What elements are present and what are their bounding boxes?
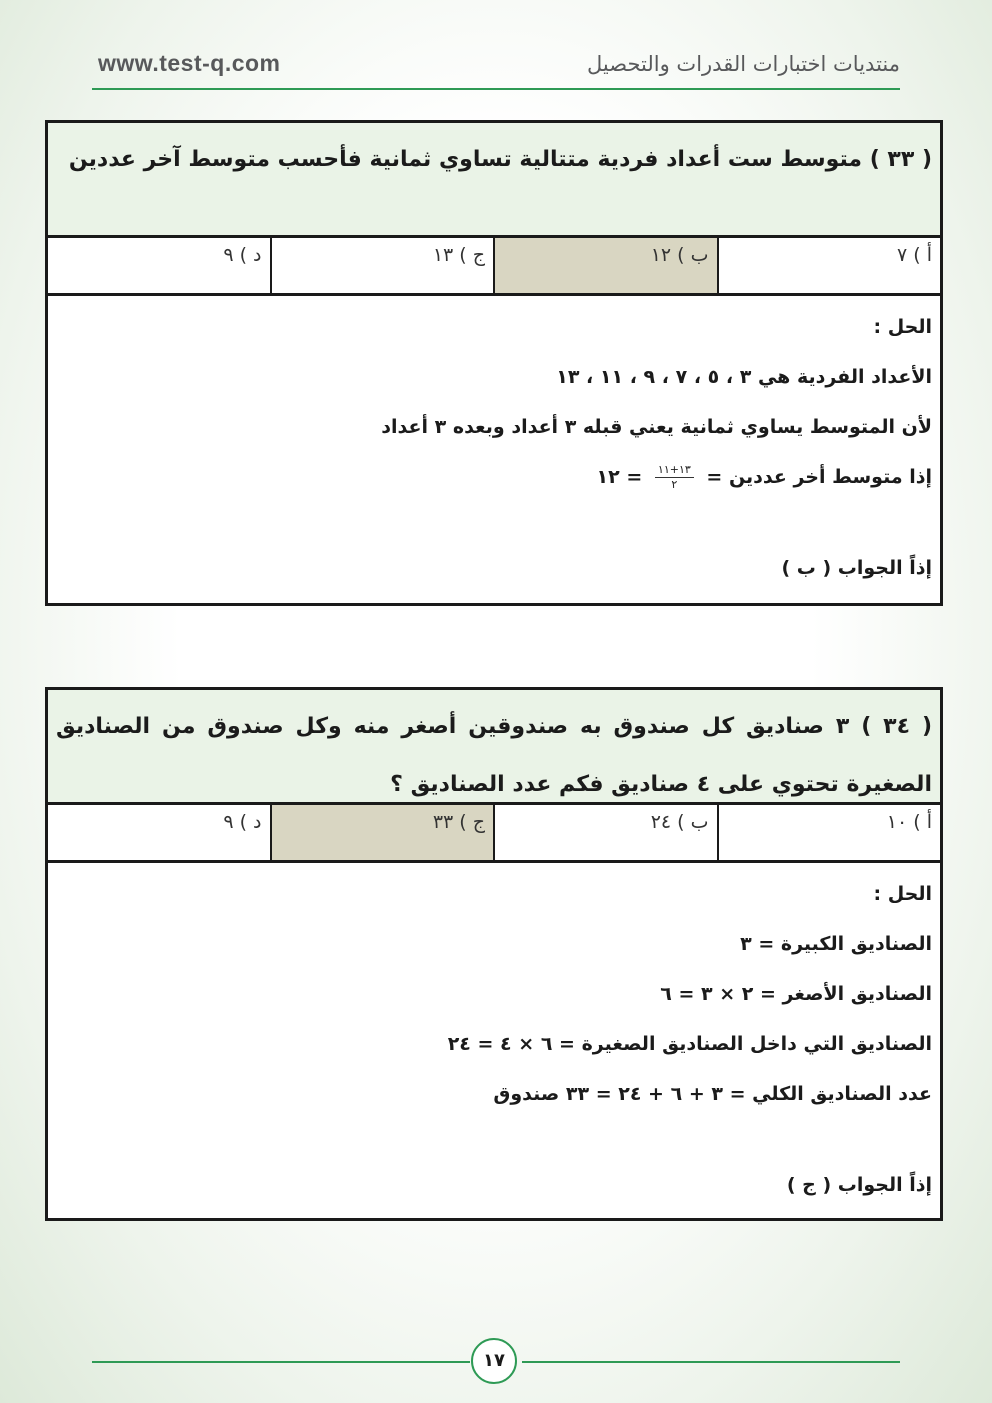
spacer	[56, 512, 932, 557]
option-a[interactable]: أ ) ٧	[717, 238, 941, 293]
solution	[48, 296, 940, 579]
solution-line: الأعداد الفردية هي ٣ ، ٥ ، ٧ ، ٩ ، ١١ ، ١٣	[556, 366, 932, 388]
option-c[interactable]: ج ) ١٣	[270, 238, 494, 293]
question-34-box	[45, 687, 943, 1221]
question-text: ( ٣٣ ) متوسط ست أعداد فردية متتالية تساوي ثمانية فأحسب متوسط آخر عددين	[68, 147, 932, 172]
solution-line: الصناديق الأصغر = ٢ × ٣ = ٦	[660, 983, 932, 1005]
fraction	[655, 463, 694, 492]
page-number: ١٧	[471, 1338, 517, 1384]
final-answer: إذاً الجواب ( ب )	[781, 557, 932, 579]
solution-line: الصناديق الكبيرة = ٣	[740, 933, 932, 955]
header-title: منتديات اختبارات القدرات والتحصيل	[587, 52, 900, 76]
header-divider	[92, 88, 900, 90]
solution-label: الحل :	[873, 883, 932, 905]
solution	[48, 863, 940, 1196]
site-url: www.test-q.com	[98, 50, 281, 76]
footer-divider-left	[92, 1361, 470, 1363]
solution-line: عدد الصناديق الكلي = ٣ + ٦ + ٢٤ = ٣٣ صندوق	[493, 1083, 932, 1105]
solution-average-line	[56, 462, 932, 512]
fraction-numerator: ١٣+١١	[655, 463, 694, 478]
question-text: ( ٣٤ ) ٣ صناديق كل صندوق به صندوقين أصغر منه وكل صندوق من الصناديق الصغيرة تحتوي على ٤ صناديق فكم عدد الصناديق ؟	[56, 714, 933, 797]
option-b[interactable]: ب ) ١٢	[493, 238, 717, 293]
footer-divider-right	[522, 1361, 900, 1363]
options-row	[48, 805, 940, 863]
question-header	[48, 690, 940, 805]
option-c[interactable]: ج ) ٣٣	[270, 805, 494, 860]
option-a[interactable]: أ ) ١٠	[717, 805, 941, 860]
solution-label: الحل :	[873, 316, 932, 338]
option-d[interactable]: د ) ٩	[223, 244, 262, 266]
average-result: = ١٢	[596, 466, 643, 488]
option-d[interactable]: د ) ٩	[223, 811, 262, 833]
final-answer: إذاً الجواب ( ج )	[786, 1174, 932, 1196]
question-33-box	[45, 120, 943, 606]
average-prefix: إذا متوسط أخر عددين =	[706, 466, 932, 488]
fraction-denominator: ٢	[671, 478, 678, 491]
question-header	[48, 123, 940, 238]
spacer	[56, 1129, 932, 1174]
solution-line: لأن المتوسط يساوي ثمانية يعني قبله ٣ أعداد وبعده ٣ أعداد	[381, 416, 932, 438]
solution-line: الصناديق التي داخل الصناديق الصغيرة = ٦ × ٤ = ٢٤	[447, 1033, 932, 1055]
option-b[interactable]: ب ) ٢٤	[493, 805, 717, 860]
options-row	[48, 238, 940, 296]
